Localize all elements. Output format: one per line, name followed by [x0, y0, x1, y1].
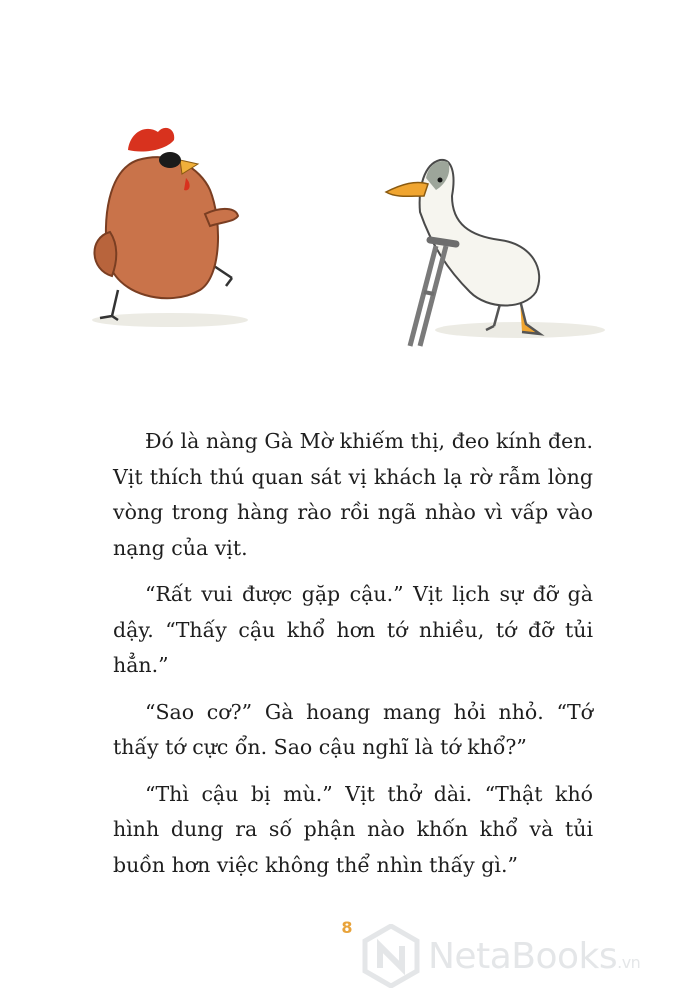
- watermark-text: [428, 936, 640, 977]
- watermark: [362, 924, 692, 988]
- netabooks-logo-icon: [362, 924, 420, 988]
- illustration: [0, 0, 700, 380]
- watermark-brand: NetaBooks: [428, 935, 618, 977]
- paragraph: “Rất vui được gặp cậu.” Vịt lịch sự đỡ gà dậy. “Thấy cậu khổ hơn tớ nhiều, tớ đỡ tủi hẳn.”: [113, 582, 593, 677]
- chicken-icon: [94, 128, 238, 320]
- page-number: 8: [341, 918, 353, 937]
- story-text: [113, 424, 593, 894]
- duck-icon: [386, 160, 540, 334]
- paragraph: Đó là nàng Gà Mờ khiếm thị, đeo kính đen. Vịt thích thú quan sát vị khách lạ rờ rẫm lòng vòng trong hàng rào rồi ngã nhào vì vấp vào nạng của vịt.: [113, 429, 593, 560]
- paragraph: “Sao cơ?” Gà hoang mang hỏi nhỏ. “Tớ thấy tớ cực ổn. Sao cậu nghĩ là tớ khổ?”: [113, 699, 593, 759]
- paragraph: “Thì cậu bị mù.” Vịt thở dài. “Thật khó hình dung ra số phận nào khốn khổ và tủi buồn hơn việc không thể nhìn thấy gì.”: [113, 781, 593, 877]
- watermark-suffix: .vn: [617, 952, 641, 972]
